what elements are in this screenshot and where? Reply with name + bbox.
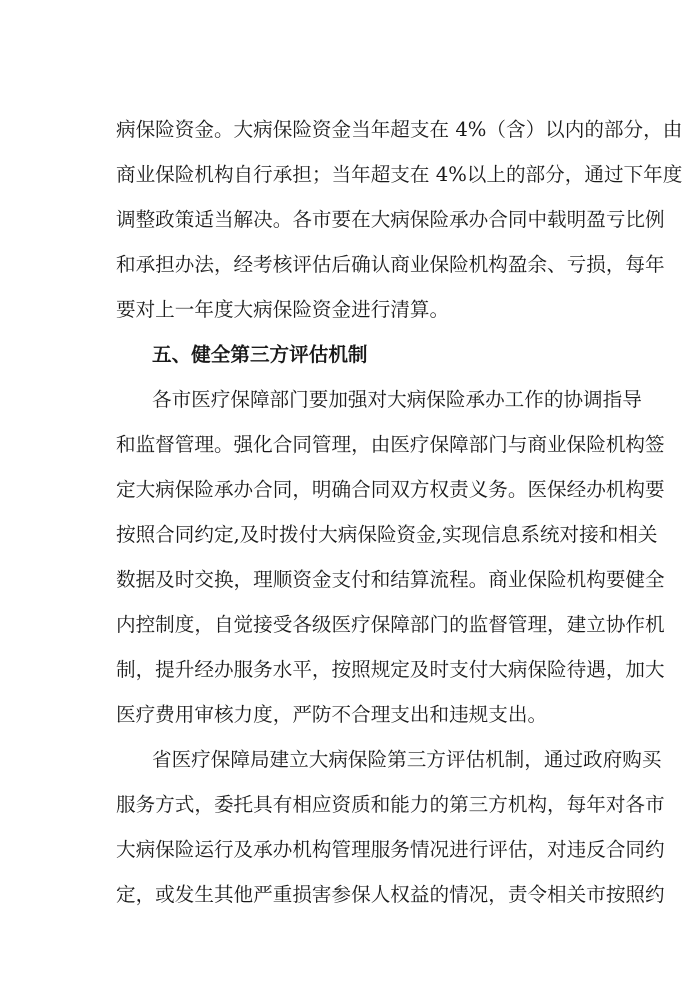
- body-line: 商业保险机构自行承担；当年超支在 4%以上的部分，通过下年度: [116, 163, 683, 186]
- body-line: 医疗费用审核力度，严防不合理支出和违规支出。: [116, 703, 548, 726]
- body-line: 服务方式，委托具有相应资质和能力的第三方机构，每年对各市: [116, 793, 665, 816]
- body-line: 省医疗保障局建立大病保险第三方评估机制，通过政府购买: [152, 748, 662, 771]
- body-line: 制，提升经办服务水平，按照规定及时支付大病保险待遇，加大: [116, 658, 665, 681]
- body-line: 按照合同约定,及时拨付大病保险资金,实现信息系统对接和相关: [116, 523, 658, 546]
- section-heading-5: 五、健全第三方评估机制: [152, 343, 368, 366]
- body-line: 内控制度，自觉接受各级医疗保障部门的监督管理，建立协作机: [116, 613, 665, 636]
- body-line: 各市医疗保障部门要加强对大病保险承办工作的协调指导: [152, 388, 642, 411]
- body-line: 定大病保险承办合同，明确合同双方权责义务。医保经办机构要: [116, 478, 665, 501]
- body-line: 调整政策适当解决。各市要在大病保险承办合同中载明盈亏比例: [116, 208, 665, 231]
- body-line: 和承担办法，经考核评估后确认商业保险机构盈余、亏损，每年: [116, 253, 665, 276]
- body-line: 定，或发生其他严重损害参保人权益的情况，责令相关市按照约: [116, 883, 665, 906]
- body-line: 要对上一年度大病保险资金进行清算。: [116, 298, 450, 321]
- body-line: 病保险资金。大病保险资金当年超支在 4%（含）以内的部分，由: [116, 118, 683, 141]
- body-line: 和监督管理。强化合同管理，由医疗保障部门与商业保险机构签: [116, 433, 665, 456]
- body-line: 数据及时交换，理顺资金支付和结算流程。商业保险机构要健全: [116, 568, 665, 591]
- body-line: 大病保险运行及承办机构管理服务情况进行评估，对违反合同约: [116, 838, 665, 861]
